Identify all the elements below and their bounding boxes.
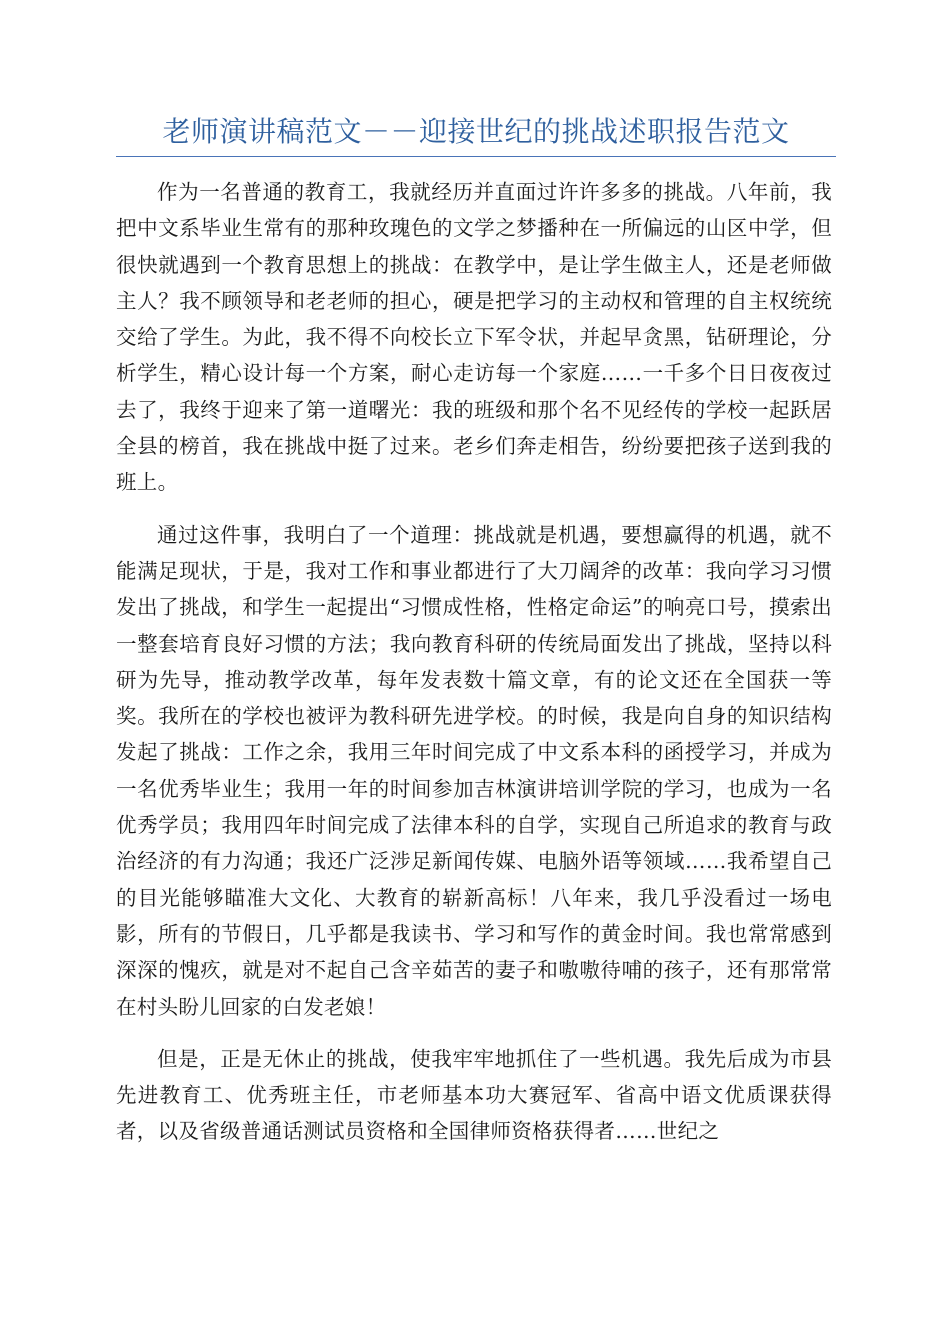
paragraph-3: 但是，正是无休止的挑战，使我牢牢地抓住了一些机遇。我先后成为市县先进教育工、优秀班主任，市老师基本功大赛冠军、省高中语文优质课获得者，以及省级普通话测试员资格和全国律师资格获得者……世纪之 [116, 1046, 832, 1144]
paragraph-1: 作为一名普通的教育工，我就经历并直面过许许多多的挑战。八年前，我把中文系毕业生常有的那种玫瑰色的文学之梦播种在一所偏远的山区中学，但很快就遇到一个教育思想上的挑战：在教学中，是让学生做主人，还是老师做主人？我不顾领导和老老师的担心，硬是把学习的主动权和管理的自主权统统交给了学生。为此，我不得不向校长立下军令状，并起早贪黑，钻研理论，分析学生，精心设计每一个方案，耐心走访每一个家庭……一千多个日日夜夜过去了，我终于迎来了第一道曙光：我的班级和那个名不见经传的学校一起跃居全县的榜首，我在挑战中挺了过来。老乡们奔走相告，纷纷要把孩子送到我的班上。 [116, 180, 832, 495]
document-title: 老师演讲稿范文－－迎接世纪的挑战述职报告范文 [162, 115, 790, 148]
paragraph-2: 通过这件事，我明白了一个道理：挑战就是机遇，要想赢得的机遇，就不能满足现状，于是，我对工作和事业都进行了大刀阔斧的改革：我向学习习惯发出了挑战，和学生一起提出“习惯成性格，性格定命运”的响亮口号，摸索出一整套培育良好习惯的方法；我向教育科研的传统局面发出了挑战，坚持以科研为先导，推动教学改革，每年发表数十篇文章，有的论文还在全国获一等奖。我所在的学校也被评为教科研先进学校。的时候，我是向自身的知识结构发起了挑战：工作之余，我用三年时间完成了中文系本科的函授学习，并成为一名优秀毕业生；我用一年的时间参加吉林演讲培训学院的学习，也成为一名优秀学员；我用四年时间完成了法律本科的自学，实现自己所追求的教育与政治经济的有力沟通；我还广泛涉足新闻传媒、电脑外语等领域……我希望自己的目光能够瞄准大文化、大教育的崭新高标！八年来，我几乎没看过一场电影，所有的节假日，几乎都是我读书、学习和写作的黄金时间。我也常常感到深深的愧疚，就是对不起自己含辛茹苦的妻子和嗷嗷待哺的孩子，还有那常常在村头盼儿回家的白发老娘！ [116, 522, 832, 1019]
document-body [116, 174, 832, 1166]
title-block [116, 112, 836, 157]
